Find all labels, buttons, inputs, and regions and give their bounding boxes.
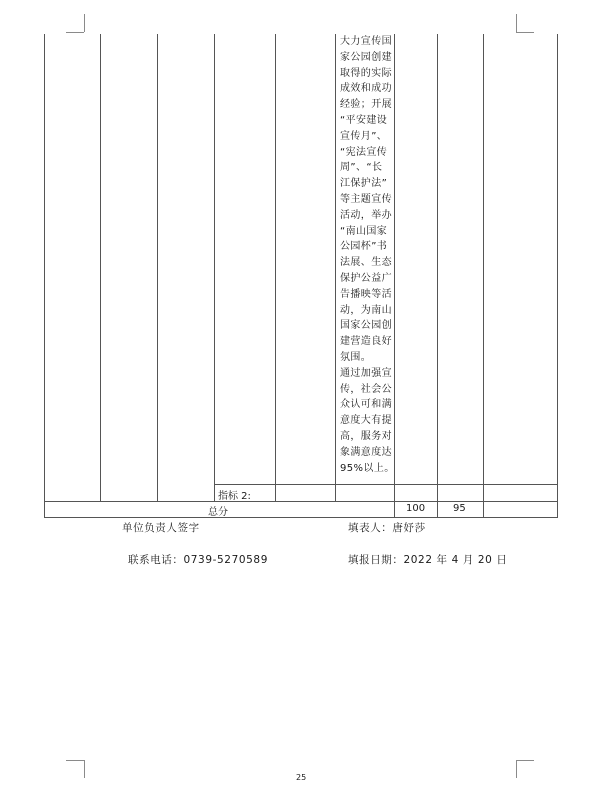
narrative-line: “平安建设	[340, 115, 388, 126]
narrative-line: 保护公益广	[340, 273, 392, 284]
narrative-line: 动，为南山	[340, 304, 392, 316]
narrative-line: 95%以上。	[340, 462, 395, 474]
narrative-line: 家公园创建	[340, 51, 392, 63]
narrative-line: 告播映等活	[340, 288, 392, 300]
page-number: 25	[296, 773, 307, 782]
narrative-line: 成效和成功	[340, 83, 392, 95]
narrative-line: 等主题宣传	[340, 194, 392, 205]
narrative-line: 象满意度达	[340, 446, 392, 458]
narrative-line: 取得的实际	[340, 67, 392, 79]
filler-label: 填表人：唐妤莎	[348, 522, 426, 534]
total-score: 100	[406, 503, 426, 514]
narrative-line: 经验；开展	[340, 99, 392, 111]
narrative-line: 建营造良好	[340, 336, 392, 348]
narrative-line: 活动，举办	[340, 209, 392, 221]
narrative-line: 宣传月”、	[340, 130, 388, 142]
total-label: 总分	[208, 507, 228, 518]
narrative-line: 江保护法”	[340, 178, 388, 190]
narrative-line: 众认可和满	[340, 399, 392, 411]
date-label: 填报日期：2022 年 4 月 20 日	[348, 554, 508, 566]
phone-label: 联系电话：0739-5270589	[128, 554, 268, 566]
narrative-line: 大力宣传国	[340, 36, 392, 47]
narrative-line: 国家公园创	[340, 320, 392, 332]
narrative-line: 意度大有提	[340, 415, 392, 427]
actual-score: 95	[453, 503, 466, 514]
signature-label: 单位负责人签字	[122, 522, 200, 534]
narrative-line: 法展、生态	[340, 257, 392, 269]
narrative-line: 通过加强宣	[340, 367, 392, 379]
indicator-label: 指标 2:	[218, 491, 251, 502]
narrative-line: “南山国家	[340, 225, 388, 237]
narrative-line: 高，服务对	[340, 431, 392, 442]
narrative-line: 传，社会公	[340, 383, 392, 395]
narrative-line: “宪法宣传	[340, 146, 388, 158]
narrative-line: 周”、“长	[340, 162, 383, 174]
narrative-line: 氛围。	[340, 352, 372, 363]
narrative-line: 公园杯”书	[340, 241, 388, 253]
